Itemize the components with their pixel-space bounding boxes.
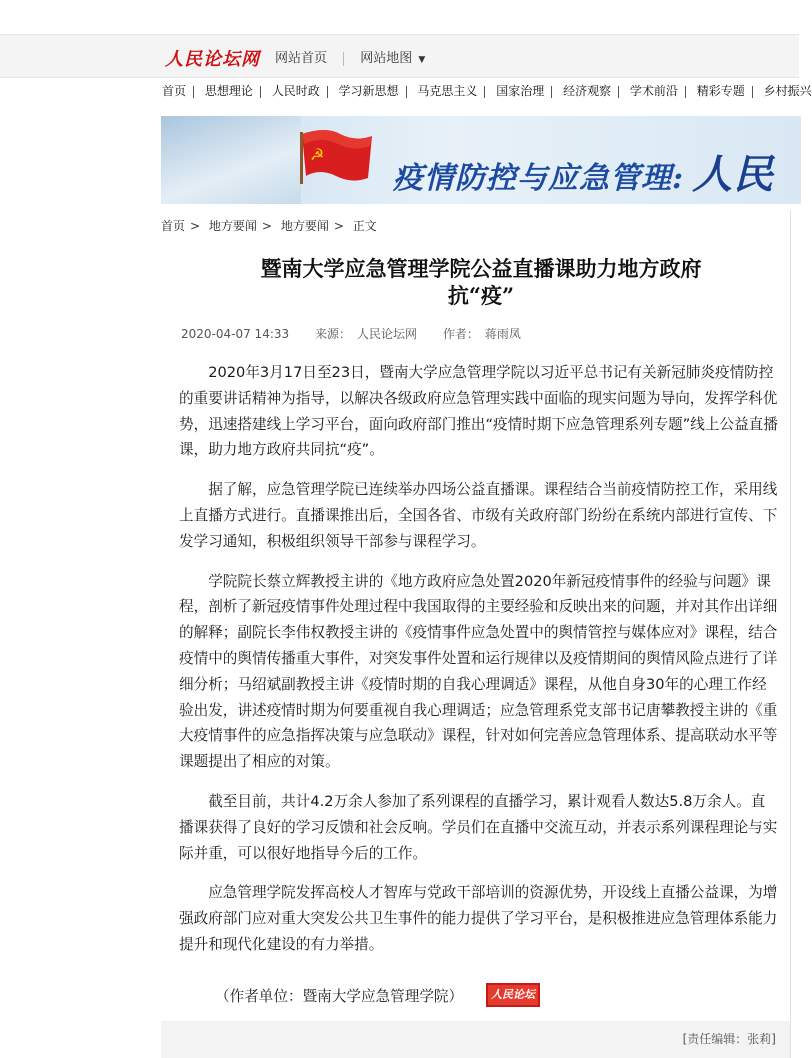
responsible-editor: [责任编辑：张莉]: [682, 1032, 776, 1046]
channel-divider: [193, 86, 194, 98]
channel-rural[interactable]: 乡村振兴: [763, 84, 812, 98]
channel-academic[interactable]: 学术前沿: [629, 84, 678, 98]
chevron-right-icon: >: [190, 219, 201, 233]
channel-divider: [260, 86, 261, 98]
channel-topics[interactable]: 精彩专题: [696, 84, 745, 98]
nav-divider: [343, 52, 344, 66]
breadcrumb-local-news-2[interactable]: 地方要闻: [280, 219, 329, 233]
channel-theory[interactable]: 思想理论: [204, 84, 253, 98]
channel-marxism[interactable]: 马克思主义: [417, 84, 478, 98]
channel-economy[interactable]: 经济观察: [563, 84, 612, 98]
svg-text:☭: ☭: [310, 145, 325, 164]
chevron-right-icon: >: [261, 219, 272, 233]
breadcrumb-local-news[interactable]: 地方要闻: [208, 219, 257, 233]
channel-divider: [551, 86, 552, 98]
breadcrumb-current: 正文: [352, 219, 377, 233]
nav-sitemap-link[interactable]: [360, 47, 425, 66]
article-meta: [181, 325, 543, 342]
banner-brand-text: 人民: [692, 151, 775, 198]
site-stamp-logo: 人民论坛: [486, 983, 540, 1007]
source-value[interactable]: 人民论坛网: [356, 327, 417, 341]
article-paragraph: 2020年3月17日至23日，暨南大学应急管理学院以习近平总书记有关新冠肺炎疫情防控的重要讲话精神为指导，以解决各级政府应急管理实践中面临的现实问题为导向，发挥学科优势，迅速搭建线上学习平台，面向政府部门推出“疫情时期下应急管理系列专题”线上公益直播课，助力地方政府共同抗“疫”。: [179, 364, 778, 459]
channel-governance[interactable]: 国家治理: [496, 84, 545, 98]
article-paragraph: 截至目前，共计4.2万余人参加了系列课程的直播学习，累计观看人数达5.8万余人。直播课获得了良好的学习反馈和社会反响。学员们在直播中交流互动，并表示系列课程理论与实际并重，可以很好地指导今后的工作。: [179, 792, 778, 862]
site-header: [0, 34, 799, 78]
article-paragraph: 应急管理学院发挥高校人才智库与党政干部培训的资源优势，开设线上直播公益课，为增强政府部门应对重大突发公共卫生事件的能力提供了学习平台，是积极推进应急管理体系能力提升和现代化建设的有力举措。: [179, 884, 778, 953]
article-paragraph: 据了解，应急管理学院已连续举办四场公益直播课。课程结合当前疫情防控工作，采用线上直播方式进行。直播课推出后，全国各省、市级有关政府部门纷纷在系统内部进行宣传、下发学习通知，积极组织领导干部参与课程学习。: [179, 481, 778, 550]
channel-divider: [484, 86, 485, 98]
channel-study[interactable]: 学习新思想: [338, 84, 399, 98]
author-value: 蒋雨凤: [484, 327, 521, 341]
nav-home-link[interactable]: 网站首页: [275, 51, 328, 66]
article-title-line1: 暨南大学应急管理学院公益直播课助力地方政府: [260, 256, 702, 281]
banner-title: [393, 143, 774, 200]
great-wall-image: [161, 116, 301, 204]
channel-divider: [618, 86, 619, 98]
logo-text: 人民论坛网: [165, 49, 260, 70]
topic-banner[interactable]: [161, 116, 801, 204]
publish-date: 2020-04-07 14:33: [181, 327, 290, 341]
content-divider: [790, 210, 791, 1058]
article-title-line2: 抗“疫”: [447, 283, 515, 308]
channel-politics[interactable]: 人民时政: [271, 84, 320, 98]
article-body: [179, 360, 779, 972]
source-label: 来源：: [314, 327, 351, 341]
nav-sitemap-label: 网站地图: [360, 51, 413, 66]
channel-divider: [327, 86, 328, 98]
article-title: [161, 255, 801, 309]
article-paragraph: 学院院长蔡立辉教授主讲的《地方政府应急处置2020年新冠疫情事件的经验与问题》课程，剖析了新冠疫情事件处理过程中我国取得的主要经验和反映出来的问题，并对其作出详细的解释；副院长李伟权教授主讲的《疫情事件应急处置中的舆情管控与媒体应对》课程，结合疫情中的舆情传播重大事件，对突发事件处置和运行规律以及疫情期间的舆情风险点进行了详细分析；马绍斌副教授主讲《疫情时期的自我心理调适》课程，从他自身30年的心理工作经验出发，讲述疫情时期为何要重视自我心理调适；应急管理系党支部书记唐攀教授主讲的《重大疫情事件的应急指挥决策与应急联动》课程，针对如何完善应急管理体系、提高联动水平等课题提出了相应的对策。: [179, 572, 778, 771]
channel-divider: [752, 86, 753, 98]
channel-home[interactable]: 首页: [162, 84, 187, 98]
browser-top-strip: [0, 0, 799, 34]
channel-divider: [406, 86, 407, 98]
editor-bar: [161, 1021, 790, 1058]
chevron-down-icon: ▼: [418, 55, 426, 65]
author-label: 作者：: [442, 327, 479, 341]
channel-nav: [162, 82, 812, 102]
site-logo[interactable]: [165, 45, 260, 71]
banner-title-text: 疫情防控与应急管理:: [393, 161, 685, 196]
site-nav: [275, 47, 425, 66]
chevron-right-icon: >: [333, 219, 344, 233]
breadcrumb-home[interactable]: 首页: [161, 219, 186, 233]
breadcrumb: [161, 217, 377, 234]
channel-divider: [685, 86, 686, 98]
party-flag-icon: [296, 126, 376, 188]
author-unit: （作者单位：暨南大学应急管理学院）: [215, 988, 464, 1005]
